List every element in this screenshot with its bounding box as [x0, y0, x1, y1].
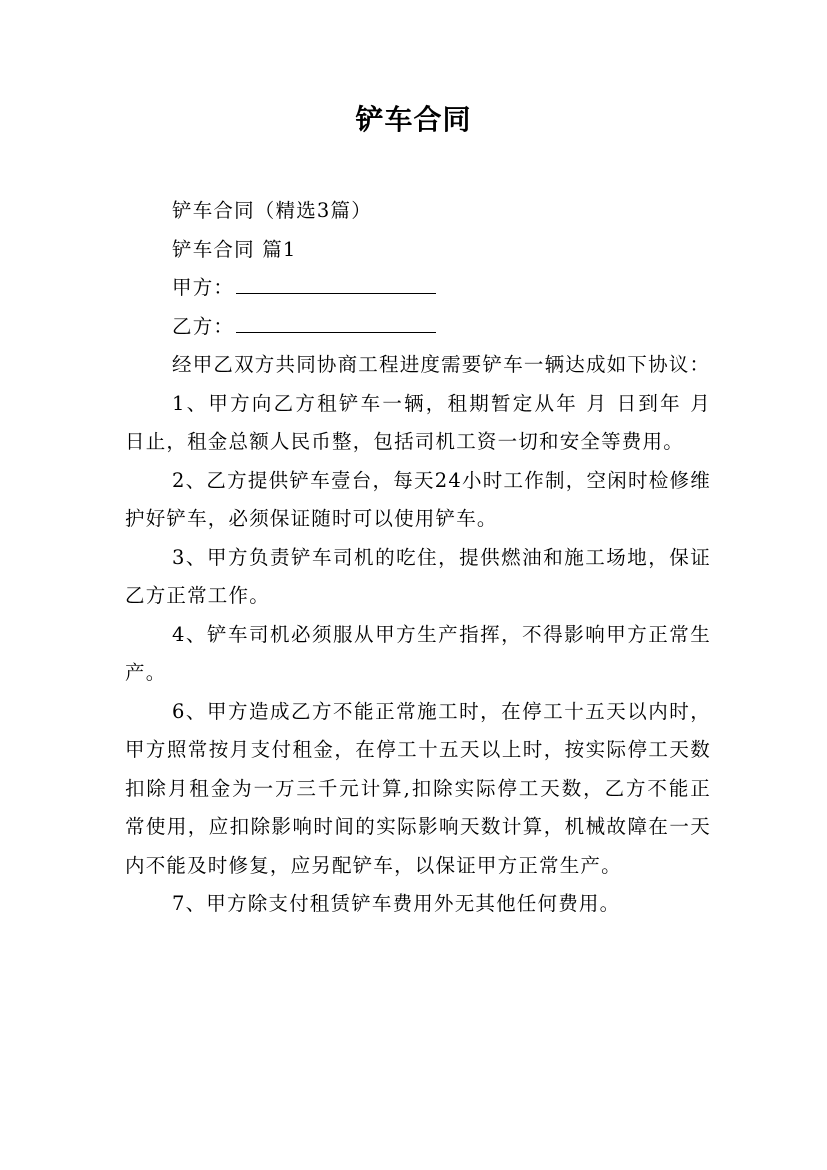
intro-paragraph: 经甲乙双方共同协商工程进度需要铲车一辆达成如下协议： — [172, 353, 711, 376]
document-title: 铲车合同 — [355, 103, 472, 136]
party-a-line — [125, 269, 711, 308]
clause-1: 1、甲方向乙方租铲车一辆，租期暂定从年 月 日到年 月 日止，租金总额人民币整，包括司机工资一切和安全等费用。 — [125, 391, 711, 453]
section-heading: 铲车合同 篇1 — [172, 237, 297, 261]
party-a-label: 甲方： — [172, 276, 235, 299]
clause-4: 4、铲车司机必须服从甲方生产指挥，不得影响甲方正常生产。 — [125, 622, 711, 684]
party-b-blank — [236, 310, 436, 333]
clause-6: 6、甲方造成乙方不能正常施工时，在停工十五天以内时，甲方照常按月支付租金，在停工十五天以上时，按实际停工天数扣除月租金为一万三千元计算,扣除实际停工天数，乙方不能正常使用，应扣除影响时间的实际影响天数计算，机械故障在一天内不能及时修复，应另配铲车，以保证甲方正常生产。 — [125, 699, 711, 877]
party-a-blank — [236, 271, 436, 294]
document-body — [125, 192, 711, 924]
party-b-line — [125, 308, 711, 347]
clause-2: 2、乙方提供铲车壹台，每天24小时工作制，空闲时检修维护好铲车，必须保证随时可以使用铲车。 — [125, 468, 711, 530]
clause-7: 7、甲方除支付租赁铲车费用外无其他任何费用。 — [172, 892, 621, 915]
document-subtitle: 铲车合同（精选3篇） — [172, 199, 372, 222]
clause-3: 3、甲方负责铲车司机的吃住，提供燃油和施工场地，保证乙方正常工作。 — [125, 545, 711, 607]
party-b-label: 乙方： — [172, 314, 235, 338]
